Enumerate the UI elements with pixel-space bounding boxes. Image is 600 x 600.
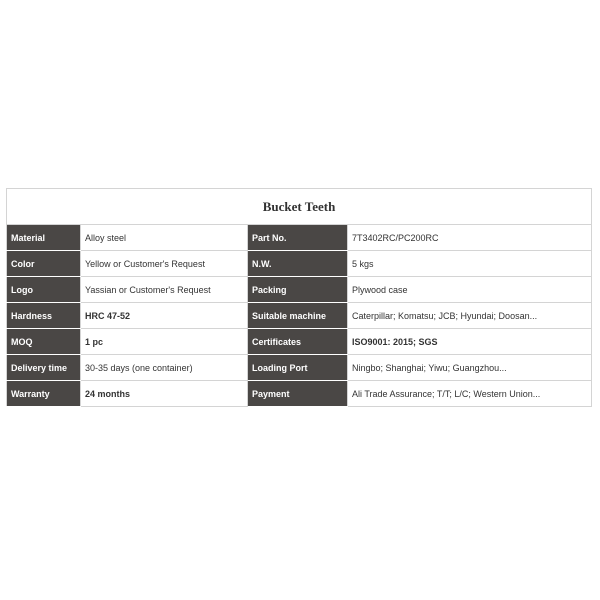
value-warranty: 24 months <box>81 381 248 407</box>
table-row <box>7 277 592 303</box>
table-row <box>7 329 592 355</box>
table-row <box>7 251 592 277</box>
table-row <box>7 355 592 381</box>
label-certificates: Certificates <box>248 329 348 355</box>
label-loading-port: Loading Port <box>248 355 348 381</box>
table-row <box>7 381 592 407</box>
label-part-no: Part No. <box>248 225 348 251</box>
value-net-weight: 5 kgs <box>348 251 592 277</box>
value-delivery-time: 30-35 days (one container) <box>81 355 248 381</box>
title-row <box>7 189 592 225</box>
table-row <box>7 225 592 251</box>
label-logo: Logo <box>7 277 81 303</box>
label-delivery-time: Delivery time <box>7 355 81 381</box>
value-loading-port: Ningbo; Shanghai; Yiwu; Guangzhou... <box>348 355 592 381</box>
value-payment: Ali Trade Assurance; T/T; L/C; Western Union... <box>348 381 592 407</box>
value-material: Alloy steel <box>81 225 248 251</box>
value-packing: Plywood case <box>348 277 592 303</box>
value-color: Yellow or Customer's Request <box>81 251 248 277</box>
value-certificates: ISO9001: 2015; SGS <box>348 329 592 355</box>
value-part-no: 7T3402RC/PC200RC <box>348 225 592 251</box>
label-hardness: Hardness <box>7 303 81 329</box>
value-moq: 1 pc <box>81 329 248 355</box>
label-suitable-machine: Suitable machine <box>248 303 348 329</box>
table-row <box>7 303 592 329</box>
label-moq: MOQ <box>7 329 81 355</box>
label-payment: Payment <box>248 381 348 407</box>
label-material: Material <box>7 225 81 251</box>
value-suitable-machine: Caterpillar; Komatsu; JCB; Hyundai; Doosan... <box>348 303 592 329</box>
value-hardness: HRC 47-52 <box>81 303 248 329</box>
table-title: Bucket Teeth <box>7 189 592 225</box>
label-packing: Packing <box>248 277 348 303</box>
label-net-weight: N.W. <box>248 251 348 277</box>
label-color: Color <box>7 251 81 277</box>
value-logo: Yassian or Customer's Request <box>81 277 248 303</box>
spec-table <box>6 188 592 407</box>
label-warranty: Warranty <box>7 381 81 407</box>
